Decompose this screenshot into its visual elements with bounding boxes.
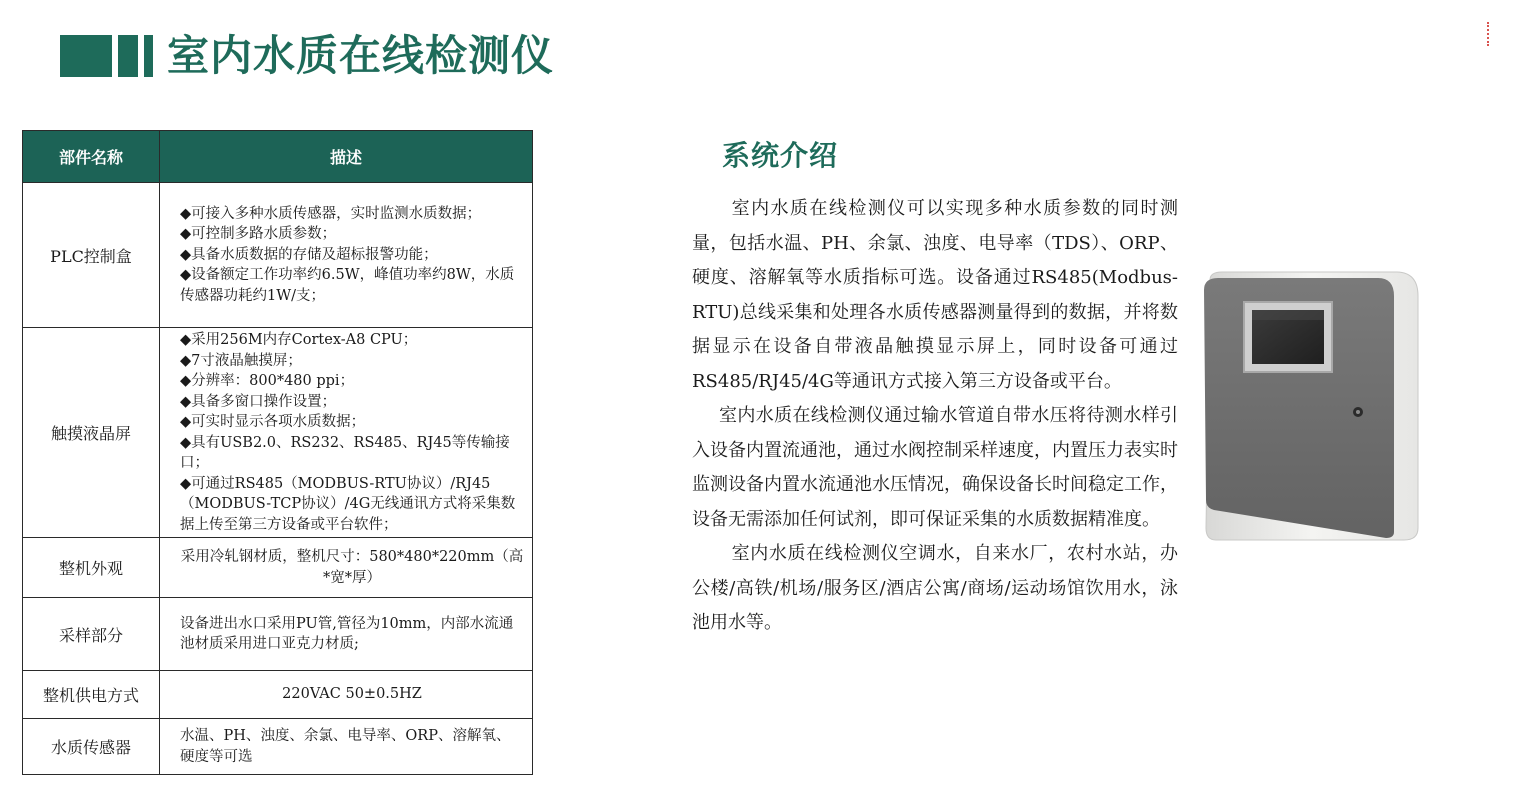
description-cell — [160, 538, 533, 598]
description-line: 220VAC 50±0.5HZ — [282, 686, 422, 703]
part-name-cell: 整机供电方式 — [23, 671, 160, 719]
description-line: ◆7寸液晶触摸屏； — [180, 352, 302, 369]
description-line: ◆具备水质数据的存储及超标报警功能； — [180, 246, 438, 263]
part-name-cell: 采样部分 — [23, 598, 160, 671]
section-title: 系统介绍 — [722, 139, 839, 172]
description-line: ◆具有USB2.0、RS232、RS485、RJ45等传输接口； — [180, 434, 510, 471]
description-line: 采用冷轧钢材质，整机尺寸：580*480*220mm（高*宽*厚） — [180, 549, 524, 586]
table-row — [23, 328, 533, 538]
description-line: 水温、PH、浊度、余氯、电导率、ORP、溶解氧、硬度等可选 — [180, 728, 511, 765]
table-row — [23, 183, 533, 328]
description-line: ◆可控制多路水质参数； — [180, 226, 337, 243]
part-name-cell: 水质传感器 — [23, 719, 160, 775]
description-cell — [160, 719, 533, 775]
description-line: ◆设备额定工作功率约6.5W，峰值功率约8W，水质传感器功耗约1W/支； — [180, 267, 515, 304]
intro-body — [692, 192, 1178, 641]
part-name-cell: PLC控制盒 — [23, 183, 160, 328]
description-cell — [160, 598, 533, 671]
page-title: 室内水质在线检测仪 — [167, 31, 555, 80]
title-decoration-bar — [144, 35, 153, 77]
description-cell — [160, 183, 533, 328]
intro-paragraph: 室内水质在线检测仪可以实现多种水质参数的同时测量，包括水温、PH、余氯、浊度、电导率（TDS）、ORP、硬度、溶解氧等水质指标可选。设备通过RS485(Modbus-RTU)总线采集和处理各水质传感器测量得到的数据，并将数据显示在设备自带液晶触摸显示屏上，同时设备可通过RS485/RJ45/4G等通讯方式接入第三方设备或平台。 — [692, 198, 1178, 392]
table-row — [23, 671, 533, 719]
table-header-row — [23, 131, 533, 183]
title-decoration-bar — [118, 35, 138, 77]
spec-table — [22, 130, 533, 775]
description-line: ◆采用256M内存Cortex-A8 CPU； — [180, 332, 418, 348]
intro-paragraph: 室内水质在线检测仪空调水，自来水厂，农村水站，办公楼/高铁/机场/服务区/酒店公寓/商场/运动场馆饮用水，泳池用水等。 — [692, 543, 1178, 633]
description-line: ◆分辨率：800*480 ppi； — [180, 373, 355, 389]
description-line: ◆可通过RS485（MODBUS-RTU协议）/RJ45（MODBUS-TCP协议）/4G无线通讯方式将采集数据上传至第三方设备或平台软件； — [180, 475, 516, 533]
page-header — [60, 30, 554, 82]
description-line: ◆可接入多种水质传感器，实时监测水质数据； — [180, 205, 482, 222]
device-screen-window — [1244, 302, 1332, 372]
column-header: 部件名称 — [23, 131, 160, 183]
description-line: ◆具备多窗口操作设置； — [180, 393, 337, 410]
corner-mark — [1487, 22, 1491, 46]
title-decoration-bar — [60, 35, 112, 77]
description-cell — [160, 671, 533, 719]
device-image — [1196, 270, 1420, 542]
device-lock-icon — [1353, 407, 1363, 417]
description-line: ◆可实时显示各项水质数据； — [180, 414, 366, 430]
table-row — [23, 719, 533, 775]
column-header: 描述 — [160, 131, 533, 183]
table-row — [23, 598, 533, 671]
table-row — [23, 538, 533, 598]
description-line: 设备进出水口采用PU管,管径为10mm，内部水流通池材质采用进口亚克力材质; — [180, 615, 514, 652]
part-name-cell: 整机外观 — [23, 538, 160, 598]
description-cell — [160, 328, 533, 538]
part-name-cell: 触摸液晶屏 — [23, 328, 160, 538]
intro-paragraph: 室内水质在线检测仪通过输水管道自带水压将待测水样引入设备内置流通池，通过水阀控制采样速度，内置压力表实时监测设备内置水流通池水压情况，确保设备长时间稳定工作，设备无需添加任何试剂，即可保证采集的水质数据精准度。 — [692, 405, 1178, 530]
